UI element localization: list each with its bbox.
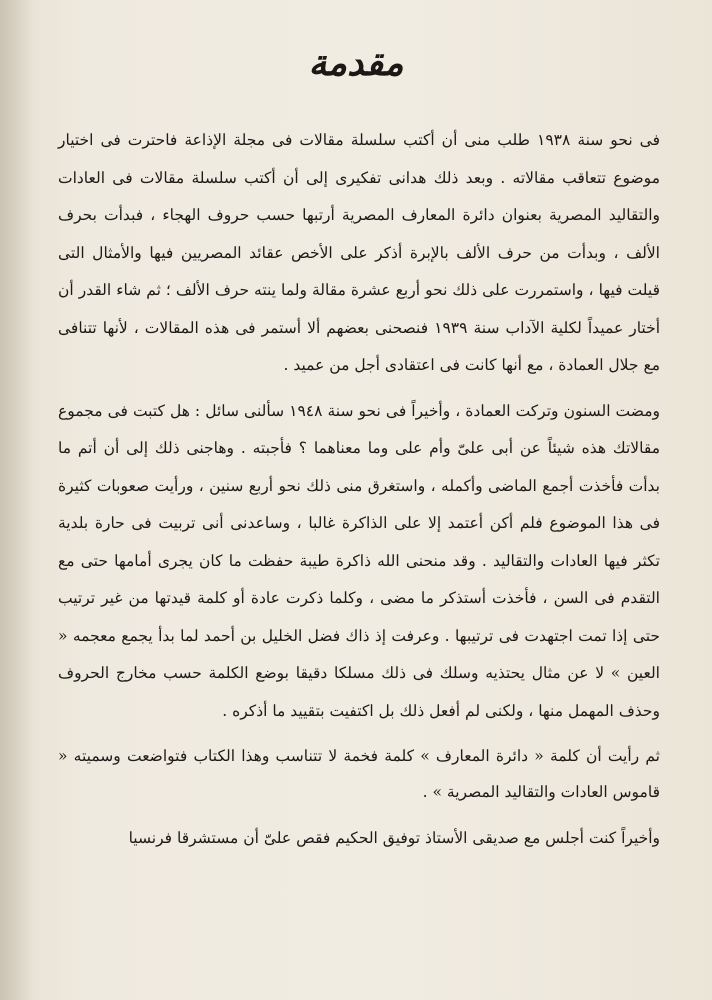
paragraph-2: ومضت السنون وتركت العمادة ، وأخيراً فى نحو سنة ١٩٤٨ سألنى سائل : هل كتبت فى مجموع مقالاتك هذه شيئاً عن أبى علىّ وأم على وما معناهما ؟ فأجبته . وهاجنى ذلك إلى أن أتم ما بدأت فأخذت أجمع الماضى وأكمله ، واستغرق منى ذلك نحو أربع سنين ، ورأيت صعوبات كثيرة فى هذا الموضوع فلم أكن أعتمد إلا على الذاكرة غالبا ، وساعدنى أنى تربيت فى حارة بلدية تكثر فيها العادات والتقاليد . وقد منحنى الله ذاكرة طيبة حفظت ما كان يجرى أمامها حتى مع التقدم فى السن ، فأخذت أستذكر ما مضى ، وكلما ذكرت عادة أو كلمة قيدتها من غير ترتيب حتى إذا تمت اجتهدت فى ترتيبها . وعرفت إذ ذاك فضل الخليل بن أحمد لما بدأ يجمع معجمه « العين » لا عن مثال يحتذيه وسلك فى ذلك مسلكا دقيقا بوضع الكلمة حسب مخارج الحروف وحذف المهمل منها ، ولكنى لم أفعل ذلك بل اكتفيت بتقييد ما أذكره . (58, 401, 661, 720)
paragraph-3: ثم رأيت أن كلمة « دائرة المعارف » كلمة فخمة لا تتناسب وهذا الكتاب فتواضعت وسميته « قاموس العادات والتقاليد المصرية » . (58, 747, 660, 801)
page-body (58, 122, 660, 858)
page-title: مقدمة (308, 42, 404, 84)
paragraph-1: فى نحو سنة ١٩٣٨ طلب منى أن أكتب سلسلة مقالات فى مجلة الإذاعة فاحترت فى اختيار موضوع تتعاقب مقالاته . وبعد ذلك هدانى تفكيرى إلى أن أكتب سلسلة مقالات فى العادات والتقاليد المصرية بعنوان دائرة المعارف المصرية أرتبها حسب حروف الهجاء ، فبدأت بحرف الألف ، وبدأت من حرف الألف بالإبرة أذكر على الأخص عقائد المصريين فيها والأمثال التى قيلت فيها ، واستمررت على ذلك نحو أربع عشرة مقالة ولما ينته حرف الألف ؛ ثم شاء القدر أن أختار عميداً لكلية الآداب سنة ١٩٣٩ فنصحنى بعضهم ألا أستمر فى هذه المقالات ، لأنها تتنافى مع جلال العمادة ، مع أنها كانت فى اعتقادى أجل من عميد . (58, 131, 660, 374)
paragraph-4: وأخيراً كنت أجلس مع صديقى الأستاذ توفيق الحكيم فقص علىّ أن مستشرقا فرنسيا (128, 829, 660, 847)
binding-shadow (0, 0, 34, 1000)
